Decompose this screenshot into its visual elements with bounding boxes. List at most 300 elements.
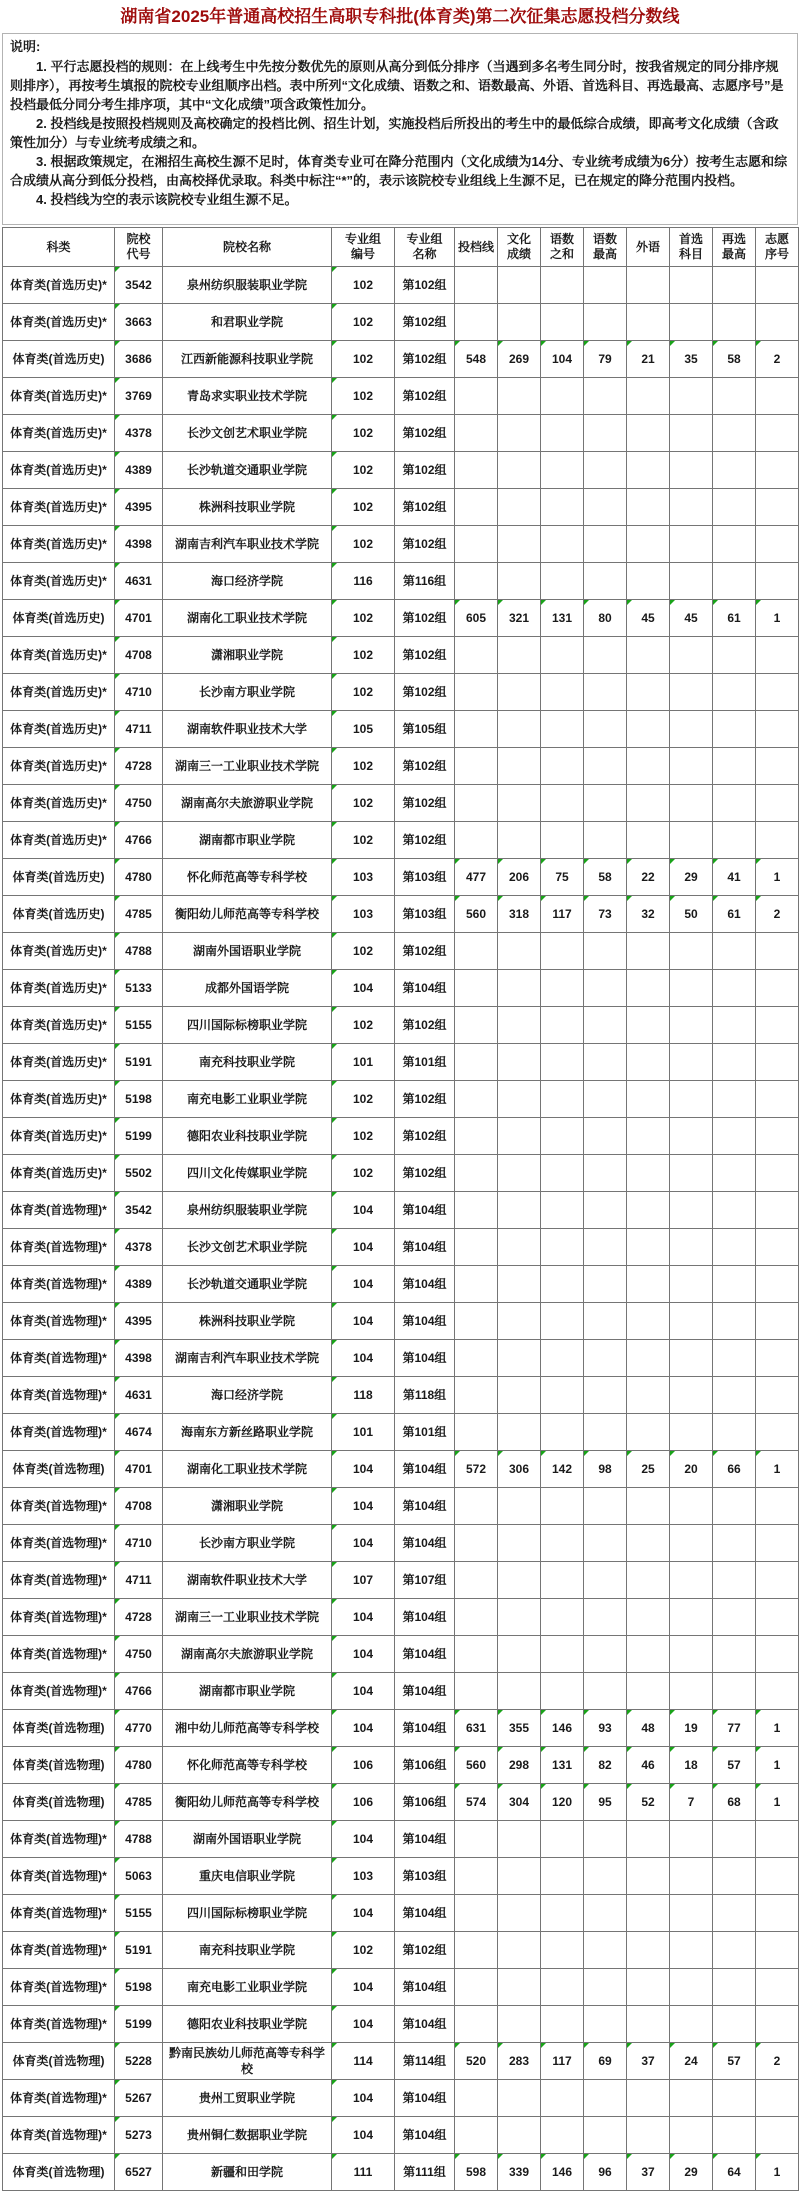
category-cell: 体育类(首选历史)* (3, 748, 115, 785)
school-name-cell: 潇湘职业学院 (163, 1488, 332, 1525)
first-subject-cell: 35 (670, 341, 713, 378)
score-line-cell: 598 (455, 2154, 498, 2191)
score-line-cell (455, 1969, 498, 2006)
group-code-cell: 101 (332, 1414, 395, 1451)
score-line-table (2, 227, 799, 2191)
chinese-math-max-cell: 95 (584, 1784, 627, 1821)
category-cell: 体育类(首选物理) (3, 1784, 115, 1821)
culture-score-cell (498, 1081, 541, 1118)
culture-score-cell (498, 1932, 541, 1969)
table-row (3, 785, 799, 822)
school-code-cell: 5502 (115, 1155, 163, 1192)
preference-order-cell (756, 1155, 799, 1192)
school-name-cell: 湖南外国语职业学院 (163, 1821, 332, 1858)
group-name-cell: 第102组 (395, 637, 455, 674)
chinese-math-sum-cell: 146 (541, 2154, 584, 2191)
preference-order-cell (756, 1192, 799, 1229)
preference-order-cell (756, 563, 799, 600)
score-line-cell (455, 415, 498, 452)
chinese-math-sum-cell (541, 970, 584, 1007)
chinese-math-max-cell (584, 1414, 627, 1451)
score-line-cell: 560 (455, 1747, 498, 1784)
preference-order-cell (756, 1969, 799, 2006)
score-line-cell (455, 822, 498, 859)
group-code-cell: 104 (332, 2006, 395, 2043)
category-cell: 体育类(首选物理)* (3, 1821, 115, 1858)
preference-order-cell (756, 1858, 799, 1895)
foreign-language-cell (627, 933, 670, 970)
table-row (3, 1192, 799, 1229)
school-code-cell: 4785 (115, 896, 163, 933)
group-code-cell: 103 (332, 1858, 395, 1895)
first-subject-cell (670, 1895, 713, 1932)
school-code-cell: 4780 (115, 859, 163, 896)
score-line-cell (455, 1007, 498, 1044)
header-group-code: 专业组编号 (332, 228, 395, 267)
score-line-cell (455, 1858, 498, 1895)
chinese-math-max-cell: 58 (584, 859, 627, 896)
chinese-math-sum-cell (541, 1340, 584, 1377)
school-code-cell: 5063 (115, 1858, 163, 1895)
table-row (3, 489, 799, 526)
group-code-cell: 104 (332, 2117, 395, 2154)
score-line-cell (455, 748, 498, 785)
chinese-math-max-cell (584, 1821, 627, 1858)
table-row (3, 378, 799, 415)
reselect-max-cell (713, 970, 756, 1007)
chinese-math-sum-cell: 131 (541, 1747, 584, 1784)
table-row (3, 1636, 799, 1673)
school-code-cell: 4701 (115, 1451, 163, 1488)
table-row (3, 1266, 799, 1303)
first-subject-cell: 7 (670, 1784, 713, 1821)
score-line-cell (455, 452, 498, 489)
preference-order-cell (756, 267, 799, 304)
category-cell: 体育类(首选物理)* (3, 2117, 115, 2154)
first-subject-cell (670, 1118, 713, 1155)
school-code-cell: 4389 (115, 452, 163, 489)
first-subject-cell (670, 2080, 713, 2117)
header-foreign-language: 外语 (627, 228, 670, 267)
culture-score-cell (498, 1821, 541, 1858)
group-code-cell: 102 (332, 341, 395, 378)
culture-score-cell (498, 1192, 541, 1229)
header-chinese-math-max: 语数最高 (584, 228, 627, 267)
category-cell: 体育类(首选物理) (3, 2043, 115, 2080)
category-cell: 体育类(首选物理) (3, 1710, 115, 1747)
score-line-cell (455, 2080, 498, 2117)
table-row (3, 415, 799, 452)
chinese-math-max-cell (584, 1636, 627, 1673)
reselect-max-cell (713, 1192, 756, 1229)
preference-order-cell (756, 1488, 799, 1525)
category-cell: 体育类(首选物理)* (3, 1340, 115, 1377)
score-line-cell: 560 (455, 896, 498, 933)
chinese-math-sum-cell (541, 1858, 584, 1895)
school-name-cell: 湖南软件职业技术大学 (163, 1562, 332, 1599)
chinese-math-max-cell (584, 1303, 627, 1340)
first-subject-cell (670, 1229, 713, 1266)
group-name-cell: 第103组 (395, 1858, 455, 1895)
chinese-math-sum-cell: 146 (541, 1710, 584, 1747)
school-name-cell: 湖南高尔夫旅游职业学院 (163, 785, 332, 822)
school-code-cell: 4378 (115, 415, 163, 452)
table-row (3, 859, 799, 896)
school-name-cell: 四川文化传媒职业学院 (163, 1155, 332, 1192)
group-name-cell: 第104组 (395, 1636, 455, 1673)
culture-score-cell: 306 (498, 1451, 541, 1488)
culture-score-cell (498, 1969, 541, 2006)
score-line-cell: 631 (455, 1710, 498, 1747)
group-name-cell: 第102组 (395, 600, 455, 637)
reselect-max-cell (713, 1155, 756, 1192)
culture-score-cell (498, 1340, 541, 1377)
category-cell: 体育类(首选历史)* (3, 304, 115, 341)
school-name-cell: 青岛求实职业技术学院 (163, 378, 332, 415)
culture-score-cell (498, 304, 541, 341)
group-name-cell: 第102组 (395, 1155, 455, 1192)
group-name-cell: 第102组 (395, 748, 455, 785)
preference-order-cell: 1 (756, 859, 799, 896)
school-code-cell: 3686 (115, 341, 163, 378)
group-code-cell: 102 (332, 378, 395, 415)
chinese-math-max-cell (584, 1858, 627, 1895)
category-cell: 体育类(首选历史)* (3, 970, 115, 1007)
reselect-max-cell (713, 674, 756, 711)
group-code-cell: 111 (332, 2154, 395, 2191)
chinese-math-sum-cell (541, 304, 584, 341)
foreign-language-cell: 52 (627, 1784, 670, 1821)
foreign-language-cell (627, 1895, 670, 1932)
foreign-language-cell (627, 1007, 670, 1044)
score-line-cell (455, 1895, 498, 1932)
first-subject-cell: 50 (670, 896, 713, 933)
school-code-cell: 4728 (115, 748, 163, 785)
table-row (3, 2154, 799, 2191)
school-code-cell: 4710 (115, 674, 163, 711)
category-cell: 体育类(首选历史) (3, 341, 115, 378)
group-code-cell: 118 (332, 1377, 395, 1414)
chinese-math-max-cell (584, 415, 627, 452)
first-subject-cell: 18 (670, 1747, 713, 1784)
chinese-math-sum-cell (541, 1192, 584, 1229)
chinese-math-sum-cell: 142 (541, 1451, 584, 1488)
chinese-math-sum-cell (541, 2006, 584, 2043)
chinese-math-sum-cell (541, 1377, 584, 1414)
category-cell: 体育类(首选物理)* (3, 2006, 115, 2043)
culture-score-cell: 283 (498, 2043, 541, 2080)
group-name-cell: 第104组 (395, 1303, 455, 1340)
first-subject-cell (670, 1414, 713, 1451)
group-code-cell: 102 (332, 822, 395, 859)
group-code-cell: 106 (332, 1747, 395, 1784)
chinese-math-sum-cell (541, 526, 584, 563)
school-name-cell: 长沙南方职业学院 (163, 1525, 332, 1562)
chinese-math-max-cell: 73 (584, 896, 627, 933)
group-name-cell: 第114组 (395, 2043, 455, 2080)
preference-order-cell (756, 415, 799, 452)
foreign-language-cell (627, 1303, 670, 1340)
table-row (3, 341, 799, 378)
preference-order-cell (756, 2006, 799, 2043)
chinese-math-max-cell (584, 1229, 627, 1266)
chinese-math-sum-cell (541, 711, 584, 748)
foreign-language-cell (627, 1858, 670, 1895)
foreign-language-cell (627, 415, 670, 452)
chinese-math-max-cell: 80 (584, 600, 627, 637)
group-code-cell: 104 (332, 1969, 395, 2006)
reselect-max-cell (713, 452, 756, 489)
culture-score-cell: 318 (498, 896, 541, 933)
note-item-3: 3. 根据政策规定，在湘招生高校生源不足时，体育类专业可在降分范围内（文化成绩为14分、专业统考成绩为6分）按考生志愿和综合成绩从高分到低分投档，由高校择优录取。科类中标注“*”的，表示该院校专业组线上生源不足，已在规定的降分范围内投档。 (10, 154, 788, 189)
culture-score-cell (498, 1118, 541, 1155)
category-cell: 体育类(首选历史)* (3, 1007, 115, 1044)
chinese-math-max-cell: 98 (584, 1451, 627, 1488)
culture-score-cell (498, 1488, 541, 1525)
chinese-math-max-cell (584, 2117, 627, 2154)
header-school-name: 院校名称 (163, 228, 332, 267)
culture-score-cell (498, 1858, 541, 1895)
first-subject-cell (670, 1525, 713, 1562)
culture-score-cell (498, 748, 541, 785)
group-code-cell: 102 (332, 785, 395, 822)
group-code-cell: 102 (332, 1081, 395, 1118)
school-code-cell: 4708 (115, 1488, 163, 1525)
reselect-max-cell (713, 1562, 756, 1599)
score-line-cell (455, 1081, 498, 1118)
group-name-cell: 第102组 (395, 526, 455, 563)
chinese-math-sum-cell: 104 (541, 341, 584, 378)
first-subject-cell (670, 1969, 713, 2006)
preference-order-cell (756, 1081, 799, 1118)
category-cell: 体育类(首选物理)* (3, 1673, 115, 1710)
culture-score-cell: 321 (498, 600, 541, 637)
category-cell: 体育类(首选历史)* (3, 526, 115, 563)
first-subject-cell (670, 415, 713, 452)
school-code-cell: 4766 (115, 1673, 163, 1710)
reselect-max-cell (713, 563, 756, 600)
chinese-math-sum-cell (541, 1155, 584, 1192)
foreign-language-cell: 48 (627, 1710, 670, 1747)
group-name-cell: 第104组 (395, 1673, 455, 1710)
preference-order-cell: 1 (756, 1784, 799, 1821)
table-row (3, 1562, 799, 1599)
reselect-max-cell (713, 378, 756, 415)
culture-score-cell (498, 711, 541, 748)
chinese-math-max-cell (584, 267, 627, 304)
foreign-language-cell: 21 (627, 341, 670, 378)
category-cell: 体育类(首选历史)* (3, 563, 115, 600)
preference-order-cell (756, 711, 799, 748)
reselect-max-cell (713, 1081, 756, 1118)
school-name-cell: 湖南都市职业学院 (163, 1673, 332, 1710)
chinese-math-max-cell: 96 (584, 2154, 627, 2191)
group-code-cell: 104 (332, 1895, 395, 1932)
table-row (3, 1303, 799, 1340)
table-row (3, 1118, 799, 1155)
table-row (3, 896, 799, 933)
chinese-math-sum-cell (541, 822, 584, 859)
reselect-max-cell (713, 1007, 756, 1044)
chinese-math-sum-cell (541, 1636, 584, 1673)
school-code-cell: 5155 (115, 1007, 163, 1044)
table-row (3, 1451, 799, 1488)
group-name-cell: 第102组 (395, 415, 455, 452)
foreign-language-cell (627, 1229, 670, 1266)
notes-box (2, 33, 798, 225)
category-cell: 体育类(首选物理)* (3, 1266, 115, 1303)
school-code-cell: 4708 (115, 637, 163, 674)
note-item-2: 2. 投档线是按照投档规则及高校确定的投档比例、招生计划，实施投档后所投出的考生中的最低综合成绩，即高考文化成绩（含政策性加分）与专业统考成绩之和。 (10, 115, 779, 150)
note-item-4: 4. 投档线为空的表示该院校专业组生源不足。 (36, 192, 298, 208)
header-chinese-math-sum: 语数之和 (541, 228, 584, 267)
foreign-language-cell (627, 1155, 670, 1192)
first-subject-cell (670, 1081, 713, 1118)
first-subject-cell (670, 711, 713, 748)
preference-order-cell (756, 378, 799, 415)
group-code-cell: 102 (332, 489, 395, 526)
preference-order-cell (756, 1007, 799, 1044)
table-row (3, 1969, 799, 2006)
chinese-math-sum-cell (541, 1303, 584, 1340)
foreign-language-cell (627, 1414, 670, 1451)
chinese-math-sum-cell (541, 563, 584, 600)
group-name-cell: 第104组 (395, 1266, 455, 1303)
reselect-max-cell (713, 1377, 756, 1414)
group-name-cell: 第104组 (395, 1599, 455, 1636)
chinese-math-max-cell (584, 563, 627, 600)
score-line-cell (455, 1525, 498, 1562)
category-cell: 体育类(首选历史)* (3, 1081, 115, 1118)
chinese-math-sum-cell (541, 2117, 584, 2154)
table-row (3, 1377, 799, 1414)
reselect-max-cell (713, 637, 756, 674)
header-first-subject: 首选科目 (670, 228, 713, 267)
score-line-cell (455, 267, 498, 304)
reselect-max-cell (713, 2117, 756, 2154)
school-code-cell: 5198 (115, 1969, 163, 2006)
score-line-cell (455, 378, 498, 415)
score-line-cell (455, 1932, 498, 1969)
header-preference-order: 志愿序号 (756, 228, 799, 267)
notes-label: 说明: (10, 39, 41, 55)
foreign-language-cell (627, 452, 670, 489)
table-row (3, 1044, 799, 1081)
group-code-cell: 103 (332, 896, 395, 933)
foreign-language-cell (627, 304, 670, 341)
group-code-cell: 106 (332, 1784, 395, 1821)
school-code-cell: 5198 (115, 1081, 163, 1118)
group-name-cell: 第104组 (395, 1895, 455, 1932)
culture-score-cell (498, 2006, 541, 2043)
chinese-math-sum-cell (541, 1414, 584, 1451)
school-name-cell: 湖南外国语职业学院 (163, 933, 332, 970)
reselect-max-cell (713, 489, 756, 526)
school-code-cell: 4780 (115, 1747, 163, 1784)
culture-score-cell (498, 415, 541, 452)
score-line-cell (455, 563, 498, 600)
reselect-max-cell (713, 304, 756, 341)
group-name-cell: 第104组 (395, 1192, 455, 1229)
group-code-cell: 104 (332, 1673, 395, 1710)
school-code-cell: 6527 (115, 2154, 163, 2191)
chinese-math-max-cell (584, 1007, 627, 1044)
first-subject-cell (670, 1303, 713, 1340)
culture-score-cell (498, 1525, 541, 1562)
first-subject-cell (670, 1155, 713, 1192)
first-subject-cell (670, 1377, 713, 1414)
culture-score-cell (498, 378, 541, 415)
foreign-language-cell (627, 1636, 670, 1673)
culture-score-cell (498, 452, 541, 489)
group-code-cell: 102 (332, 674, 395, 711)
category-cell: 体育类(首选历史)* (3, 415, 115, 452)
chinese-math-sum-cell (541, 415, 584, 452)
chinese-math-sum-cell (541, 1266, 584, 1303)
chinese-math-max-cell (584, 304, 627, 341)
category-cell: 体育类(首选历史)* (3, 785, 115, 822)
table-row (3, 1340, 799, 1377)
culture-score-cell (498, 1562, 541, 1599)
culture-score-cell: 355 (498, 1710, 541, 1747)
chinese-math-sum-cell (541, 1118, 584, 1155)
group-name-cell: 第104组 (395, 2117, 455, 2154)
chinese-math-max-cell (584, 674, 627, 711)
score-line-cell (455, 674, 498, 711)
preference-order-cell (756, 1895, 799, 1932)
table-row (3, 1784, 799, 1821)
preference-order-cell (756, 452, 799, 489)
preference-order-cell (756, 1673, 799, 1710)
foreign-language-cell (627, 637, 670, 674)
reselect-max-cell (713, 933, 756, 970)
preference-order-cell (756, 1562, 799, 1599)
chinese-math-sum-cell: 120 (541, 1784, 584, 1821)
score-line-cell (455, 1303, 498, 1340)
reselect-max-cell (713, 1599, 756, 1636)
category-cell: 体育类(首选物理)* (3, 1895, 115, 1932)
group-name-cell: 第102组 (395, 933, 455, 970)
table-row (3, 1229, 799, 1266)
group-name-cell: 第104组 (395, 970, 455, 1007)
table-row (3, 2080, 799, 2117)
category-cell: 体育类(首选历史)* (3, 267, 115, 304)
foreign-language-cell (627, 970, 670, 1007)
culture-score-cell (498, 563, 541, 600)
culture-score-cell (498, 970, 541, 1007)
foreign-language-cell (627, 1266, 670, 1303)
first-subject-cell (670, 1599, 713, 1636)
table-row (3, 452, 799, 489)
school-code-cell: 3542 (115, 1192, 163, 1229)
group-code-cell: 114 (332, 2043, 395, 2080)
group-name-cell: 第102组 (395, 452, 455, 489)
header-culture-score: 文化成绩 (498, 228, 541, 267)
score-line-cell (455, 933, 498, 970)
first-subject-cell (670, 1340, 713, 1377)
group-name-cell: 第102组 (395, 489, 455, 526)
foreign-language-cell: 32 (627, 896, 670, 933)
preference-order-cell (756, 970, 799, 1007)
foreign-language-cell (627, 267, 670, 304)
first-subject-cell (670, 1932, 713, 1969)
school-name-cell: 成都外国语学院 (163, 970, 332, 1007)
chinese-math-sum-cell: 75 (541, 859, 584, 896)
preference-order-cell (756, 304, 799, 341)
chinese-math-sum-cell (541, 452, 584, 489)
score-line-cell: 477 (455, 859, 498, 896)
culture-score-cell (498, 1007, 541, 1044)
